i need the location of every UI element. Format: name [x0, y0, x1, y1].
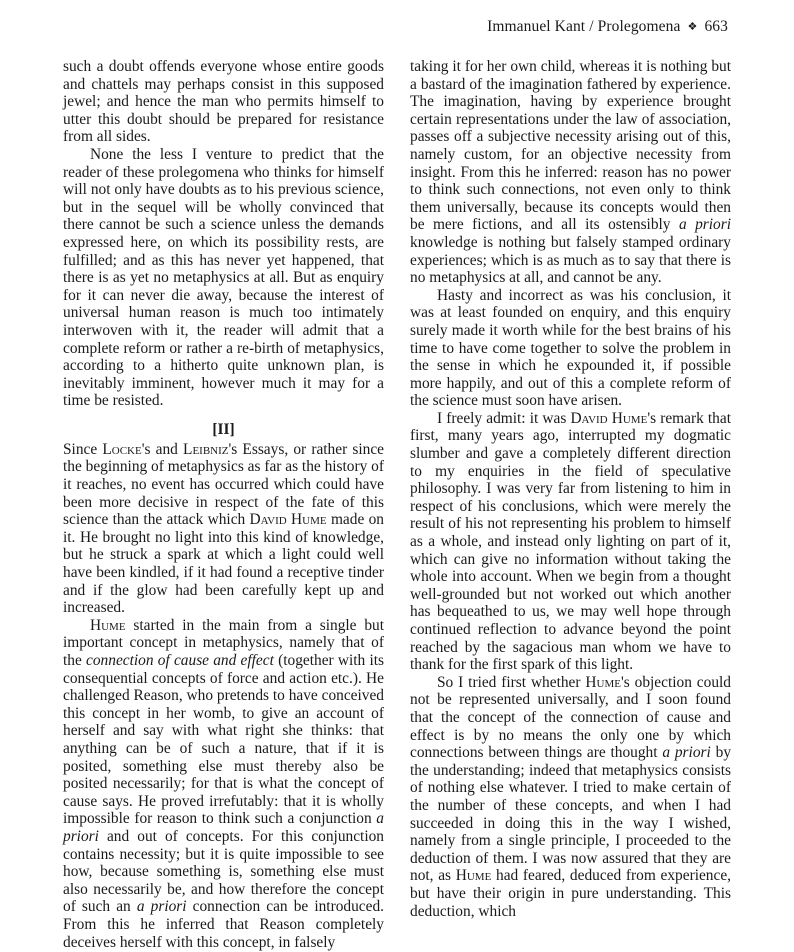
emphasis: a priori [63, 810, 384, 845]
paragraph: So I tried first whether Hume's objection could not be represented universally, and I soon found that the concept of the connection of cause and effect is by no means the only one by which connections between things are thought a priori by the understanding; indeed that metaphysics consists of nothing else whatever. I tried to make certain of the number of these concepts, and when I had succeeded in doing this in the way I wished, namely from a single principle, I proceeded to the deduction of them. I was now assured that they are not, as Hume had feared, deduced from experience, but have their origin in pure understanding. This deduction, which [410, 673, 732, 920]
emphasis: a priori [678, 216, 732, 234]
paragraph: Hume started in the main from a single but important concept in metaphysics, namely that of the connection of cause and effect (together with its consequential concepts of force and action etc.). He challenged Reason, who pretends to have conceived this concept in her womb, to give an account of herself and say with what right she thinks: that anything can be of such a nature, that if it is posited, something else must thereby also be posited necessarily; for that is what the concept of cause says. He proved irrefutably: that it is wholly impossible for reason to think such a conjunction a priori and out of concepts. For this conjunction contains necessity; but it is quite impossible to see how, because something is, something else must also necessarily be, and how therefore the concept of such an a priori connection can be introduced. From this he inferred that Reason completely deceives herself with this concept, in falsely [63, 616, 384, 951]
name-hume: Hume [90, 616, 126, 634]
name-hume: David Hume [570, 409, 648, 427]
paragraph: I freely admit: it was David Hume's remark that first, many years ago, interrupted my dogmatic slumber and gave a completely different direction to my enquiries in the field of speculative philosophy. I was very far from listening to him in respect of his conclusions, which were merely the result of his not representing his problem to himself as a whole, and instead only lighting on part of it, which can give no information without taking the whole into account. When we begin from a thought well-grounded but not worked out which another has bequeathed to us, we may well hope through continued reflection to advance beyond the point reached by the sagacious man whom we have to thank for the first spark of this light. [410, 409, 731, 674]
section-heading: [II] [212, 420, 235, 438]
emphasis: a priori [136, 898, 187, 916]
ornament-icon: ❖ [687, 21, 698, 33]
header-work-title: Prolegomena [597, 18, 681, 35]
page-number: 663 [704, 18, 728, 35]
name-hume: Hume [455, 867, 492, 885]
header-author: Immanuel Kant [487, 18, 586, 35]
name-leibniz: Leibniz [183, 440, 229, 458]
running-header [487, 18, 728, 36]
paragraph: None the less I venture to predict that the reader of these prolegomena who thinks for himself will not only have doubts as to his previous science, but in the sequel will be wholly convinced that there cannot be such a science unless the demands expressed here, on which its possibility rests, are fulfilled; and as this has never yet happened, that there is as yet no metaphysics at all. But as enquiry for it can never die away, because the interest of universal human reason is much too intimately interwoven with it, the reader will admit that a complete reform or rather a re-birth of metaphysics, according to a hitherto quite unknown plan, is inevitably imminent, however much it may for a time be resisted. [63, 145, 384, 410]
emphasis: a priori [662, 744, 711, 762]
right-column [410, 58, 731, 920]
name-hume: David Hume [249, 511, 327, 529]
name-locke: Locke [102, 440, 142, 458]
paragraph: such a doubt offends everyone whose entire goods and chattels may perhaps consist in this supposed jewel; and hence the man who permits himself to utter this doubt should be prepared for resistance from all sides. [63, 58, 384, 146]
left-column [63, 58, 384, 951]
header-separator: / [589, 18, 594, 35]
paragraph: Hasty and incorrect as was his conclusion, it was at least founded on enquiry, and this enquiry surely made it worth while for the best brains of his time to have come together to solve the problem in the sense in which he expounded it, if possible more happily, and out of this a complete reform of the science must soon have arisen. [410, 286, 731, 410]
name-hume: Hume [585, 673, 621, 691]
paragraph: taking it for her own child, whereas it is nothing but a bastard of the imagination fathered by experience. The imagination, having by experience brought certain representations under the law of association, passes off a subjective necessity arising out of this, namely custom, for an objective necessity from insight. From this he inferred: reason has no power to think such connections, not even only to think them universally, because its concepts would then be mere fictions, and all its ostensibly a priori knowledge is nothing but falsely stamped ordinary experiences; which is as much as to say that there is no metaphysics at all, and cannot be any. [410, 58, 732, 287]
paragraph: Since Locke's and Leibniz's Essays, or rather since the beginning of metaphysics as far as the history of it reaches, no event has occurred which could have been more decisive in respect of the fate of this science than the attack which David Hume made on it. He brought no light into this kind of knowledge, but he struck a spark at which a light could well have been kindled, if it had found a receptive tinder and if the glow had been carefully kept up and increased. [63, 440, 384, 617]
emphasis: connection of cause and effect [86, 652, 274, 669]
